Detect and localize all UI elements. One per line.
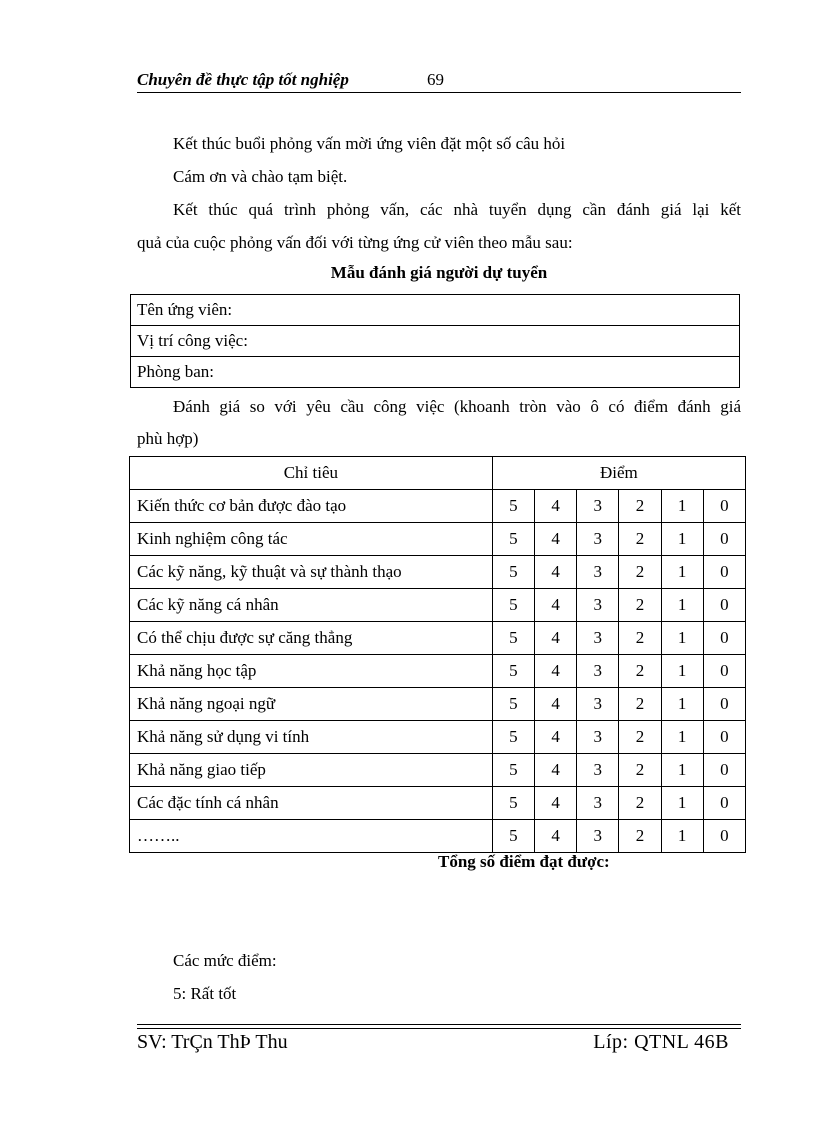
criteria-cell: Kinh nghiệm công tác — [130, 523, 493, 556]
score-option-2[interactable]: 2 — [619, 490, 661, 523]
info-name: Tên ứng viên: — [131, 295, 740, 326]
score-option-0[interactable]: 0 — [703, 688, 745, 721]
paragraph-1: Kết thúc buổi phỏng vấn mời ứng viên đặt một số câu hỏi — [173, 134, 566, 153]
info-department: Phòng ban: — [131, 357, 740, 388]
score-option-2[interactable]: 2 — [619, 820, 661, 853]
score-option-3[interactable]: 3 — [577, 556, 619, 589]
score-option-1[interactable]: 1 — [661, 655, 703, 688]
table-row — [130, 655, 746, 688]
score-option-3[interactable]: 3 — [577, 754, 619, 787]
score-option-5[interactable]: 5 — [492, 523, 534, 556]
table-row — [130, 688, 746, 721]
score-option-5[interactable]: 5 — [492, 721, 534, 754]
score-option-2[interactable]: 2 — [619, 523, 661, 556]
score-option-3[interactable]: 3 — [577, 688, 619, 721]
score-option-5[interactable]: 5 — [492, 754, 534, 787]
header-criteria: Chỉ tiêu — [130, 457, 493, 490]
criteria-cell: Khả năng sử dụng vi tính — [130, 721, 493, 754]
instruction-line-1: Đánh giá so với yêu cầu công việc (khoanh tròn vào ô có điểm đánh giá — [173, 397, 741, 416]
score-option-2[interactable]: 2 — [619, 655, 661, 688]
score-option-4[interactable]: 4 — [534, 622, 576, 655]
footer-divider — [137, 1024, 741, 1029]
total-score-label: Tổng số điểm đạt được: — [438, 852, 610, 871]
score-option-1[interactable]: 1 — [661, 490, 703, 523]
score-option-0[interactable]: 0 — [703, 754, 745, 787]
level-item-5: 5: Rất tốt — [173, 984, 237, 1003]
score-option-1[interactable]: 1 — [661, 688, 703, 721]
score-option-0[interactable]: 0 — [703, 490, 745, 523]
score-option-3[interactable]: 3 — [577, 820, 619, 853]
score-option-3[interactable]: 3 — [577, 523, 619, 556]
score-option-1[interactable]: 1 — [661, 589, 703, 622]
score-option-0[interactable]: 0 — [703, 820, 745, 853]
score-option-2[interactable]: 2 — [619, 721, 661, 754]
score-option-1[interactable]: 1 — [661, 787, 703, 820]
score-option-2[interactable]: 2 — [619, 589, 661, 622]
score-option-4[interactable]: 4 — [534, 754, 576, 787]
score-option-2[interactable]: 2 — [619, 754, 661, 787]
score-option-4[interactable]: 4 — [534, 820, 576, 853]
table-row — [130, 622, 746, 655]
score-option-1[interactable]: 1 — [661, 721, 703, 754]
score-option-2[interactable]: 2 — [619, 688, 661, 721]
score-option-3[interactable]: 3 — [577, 622, 619, 655]
score-option-0[interactable]: 0 — [703, 556, 745, 589]
table-row — [130, 820, 746, 853]
paragraph-4: quả của cuộc phỏng vấn đối với từng ứng cử viên theo mẫu sau: — [137, 233, 573, 252]
criteria-cell: Khả năng học tập — [130, 655, 493, 688]
paragraph-3: Kết thúc quá trình phỏng vấn, các nhà tuyển dụng cần đánh giá lại kết — [173, 200, 741, 219]
score-option-5[interactable]: 5 — [492, 820, 534, 853]
score-option-5[interactable]: 5 — [492, 622, 534, 655]
score-option-5[interactable]: 5 — [492, 787, 534, 820]
score-option-1[interactable]: 1 — [661, 754, 703, 787]
score-option-4[interactable]: 4 — [534, 490, 576, 523]
header-title: Chuyên đề thực tập tốt nghiệp — [137, 70, 349, 89]
score-option-0[interactable]: 0 — [703, 622, 745, 655]
table-row — [130, 556, 746, 589]
score-option-3[interactable]: 3 — [577, 589, 619, 622]
score-option-5[interactable]: 5 — [492, 490, 534, 523]
page-header — [137, 68, 741, 93]
table-row — [130, 787, 746, 820]
score-option-1[interactable]: 1 — [661, 622, 703, 655]
header-score: Điểm — [492, 457, 745, 490]
criteria-cell: Các kỹ năng, kỹ thuật và sự thành thạo — [130, 556, 493, 589]
criteria-cell: …….. — [130, 820, 493, 853]
score-option-3[interactable]: 3 — [577, 490, 619, 523]
score-option-0[interactable]: 0 — [703, 787, 745, 820]
score-option-2[interactable]: 2 — [619, 787, 661, 820]
table-row — [130, 490, 746, 523]
score-option-0[interactable]: 0 — [703, 589, 745, 622]
score-option-3[interactable]: 3 — [577, 787, 619, 820]
page-number: 69 — [427, 70, 444, 89]
evaluation-score-table — [129, 456, 746, 853]
score-option-5[interactable]: 5 — [492, 688, 534, 721]
score-option-1[interactable]: 1 — [661, 556, 703, 589]
info-position: Vị trí công việc: — [131, 326, 740, 357]
table-row — [130, 589, 746, 622]
score-option-3[interactable]: 3 — [577, 655, 619, 688]
score-option-4[interactable]: 4 — [534, 721, 576, 754]
score-option-3[interactable]: 3 — [577, 721, 619, 754]
score-option-4[interactable]: 4 — [534, 556, 576, 589]
table-row — [130, 721, 746, 754]
criteria-cell: Các đặc tính cá nhân — [130, 787, 493, 820]
levels-title: Các mức điểm: — [173, 951, 277, 970]
score-option-2[interactable]: 2 — [619, 556, 661, 589]
table-row — [130, 523, 746, 556]
score-option-0[interactable]: 0 — [703, 721, 745, 754]
paragraph-2: Cám ơn và chào tạm biệt. — [173, 167, 348, 186]
score-option-1[interactable]: 1 — [661, 820, 703, 853]
criteria-cell: Các kỹ năng cá nhân — [130, 589, 493, 622]
score-option-4[interactable]: 4 — [534, 655, 576, 688]
score-option-4[interactable]: 4 — [534, 589, 576, 622]
score-option-0[interactable]: 0 — [703, 655, 745, 688]
score-option-0[interactable]: 0 — [703, 523, 745, 556]
score-option-4[interactable]: 4 — [534, 787, 576, 820]
table-row — [130, 754, 746, 787]
score-option-2[interactable]: 2 — [619, 622, 661, 655]
criteria-cell: Khả năng giao tiếp — [130, 754, 493, 787]
instruction-line-2: phù hợp) — [137, 429, 199, 448]
score-option-5[interactable]: 5 — [492, 556, 534, 589]
footer-student: SV: TrÇn ThÞ Thu — [137, 1031, 288, 1053]
criteria-cell: Kiến thức cơ bản được đào tạo — [130, 490, 493, 523]
score-option-4[interactable]: 4 — [534, 688, 576, 721]
form-title: Mẫu đánh giá người dự tuyển — [330, 263, 548, 282]
criteria-cell: Khả năng ngoại ngữ — [130, 688, 493, 721]
footer-class: Líp: QTNL 46B — [593, 1031, 729, 1053]
score-option-4[interactable]: 4 — [534, 523, 576, 556]
criteria-cell: Có thể chịu được sự căng thẳng — [130, 622, 493, 655]
candidate-info-table — [130, 294, 740, 388]
score-option-5[interactable]: 5 — [492, 589, 534, 622]
score-option-5[interactable]: 5 — [492, 655, 534, 688]
score-option-1[interactable]: 1 — [661, 523, 703, 556]
